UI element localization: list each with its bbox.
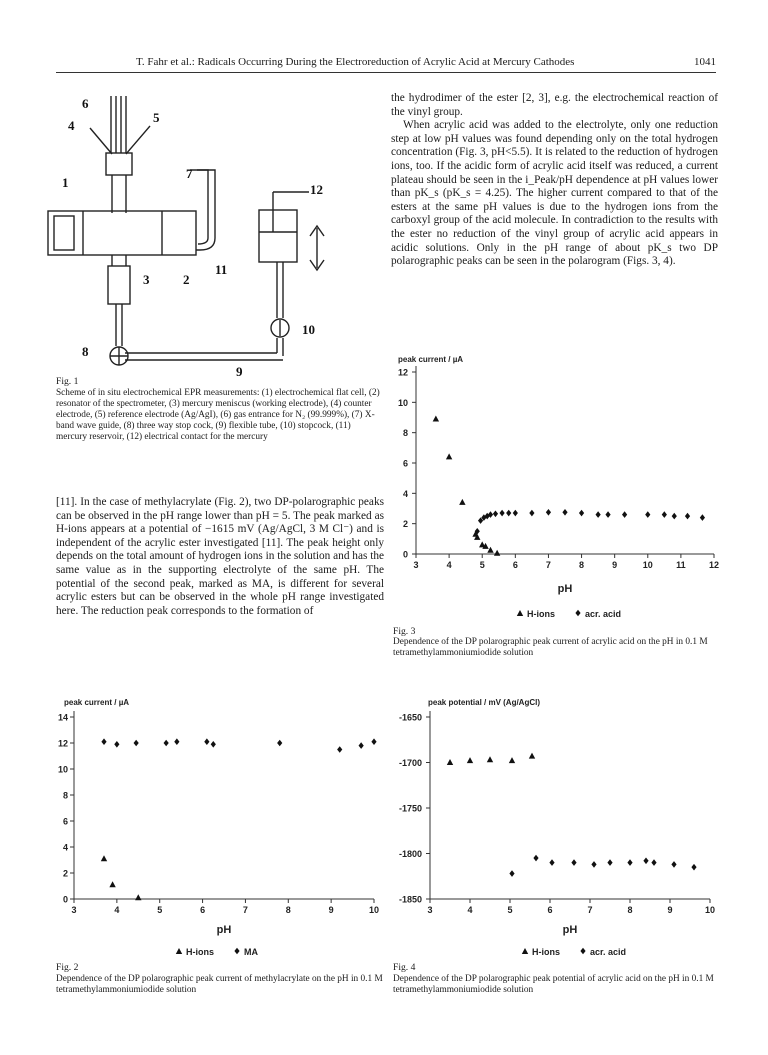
fig3-caption: Dependence of the DP polarographic peak current of acrylic acid on the pH in 0.1 M tetramethylammoniumiodide solution (393, 637, 708, 659)
fig4-caption: Dependence of the DP polarographic peak potential of acrylic acid on the pH in 0.1 M tetramethylammoniumiodide solution (393, 974, 714, 996)
y-tick-label: 6 (62, 816, 68, 827)
legend-marker-triangle (176, 948, 182, 954)
x-tick-label: 11 (676, 560, 686, 570)
data-point-triangle (447, 759, 453, 765)
legend-label: H-ions (532, 947, 560, 957)
data-point-diamond (101, 738, 106, 745)
data-point-diamond (643, 857, 648, 864)
data-point-triangle (109, 881, 115, 887)
data-point-triangle (487, 547, 493, 553)
data-point-diamond (605, 511, 610, 518)
y-tick-label: 14 (57, 712, 68, 723)
legend-marker-diamond (234, 948, 239, 955)
x-tick-label: 6 (200, 905, 206, 915)
data-point-diamond (337, 746, 342, 753)
x-tick-label: 7 (587, 905, 593, 915)
data-point-diamond (671, 861, 676, 868)
data-point-diamond (700, 514, 705, 521)
y-tick-label: -1750 (398, 803, 422, 814)
data-point-triangle (101, 855, 107, 861)
left-column-text (56, 496, 384, 618)
data-point-diamond (359, 742, 364, 749)
fig1-num-9: 9 (236, 364, 243, 378)
data-point-diamond (513, 510, 518, 517)
x-tick-label: 3 (427, 905, 433, 915)
x-axis-title: pH (557, 583, 573, 595)
y-axis-title: peak current / µA (64, 698, 130, 707)
legend (176, 947, 259, 957)
x-tick-label: 4 (446, 560, 452, 570)
y-tick-label: 12 (57, 738, 68, 749)
fig2-plot (58, 698, 379, 957)
data-point-diamond (672, 513, 677, 520)
y-tick-label: 2 (62, 868, 68, 879)
y-tick-label: 0 (402, 549, 408, 560)
data-point-diamond (596, 511, 601, 518)
data-point-triangle (487, 756, 493, 762)
x-tick-label: 4 (114, 905, 120, 915)
x-tick-label: 7 (545, 560, 551, 570)
data-point-diamond (579, 510, 584, 517)
data-point-diamond (691, 864, 696, 871)
data-point-triangle (459, 499, 465, 505)
fig1-num-1: 1 (62, 175, 69, 190)
fig1-num-10: 10 (302, 322, 315, 337)
series-hions (101, 855, 142, 900)
x-tick-label: 6 (512, 560, 518, 570)
y-tick-label: -1800 (398, 849, 422, 859)
data-point-diamond (277, 740, 282, 747)
fig2-label: Fig. 2 (56, 962, 79, 973)
y-tick-label: 8 (402, 428, 408, 439)
legend-label: acr. acid (585, 609, 622, 619)
data-point-diamond (529, 510, 534, 517)
x-axis-title: pH (562, 924, 578, 936)
data-point-diamond (509, 870, 514, 877)
fig1-num-6: 6 (82, 96, 89, 111)
data-point-triangle (529, 753, 535, 759)
y-tick-label: -1850 (398, 894, 422, 905)
series-hions (433, 416, 501, 556)
fig1-num-12: 12 (310, 182, 323, 197)
x-tick-label: 10 (704, 905, 716, 915)
data-point-diamond (114, 741, 119, 748)
page-number: 1041 (694, 56, 716, 68)
x-tick-label: 9 (612, 560, 618, 570)
y-tick-label: -1650 (398, 712, 422, 723)
data-point-diamond (662, 511, 667, 518)
x-tick-label: 7 (242, 905, 248, 915)
x-tick-label: 10 (642, 560, 653, 570)
header-rule (56, 72, 716, 73)
data-point-diamond (506, 510, 511, 517)
data-point-diamond (591, 861, 596, 868)
fig4-chart (378, 693, 724, 963)
fig3-label: Fig. 3 (393, 626, 416, 637)
x-tick-label: 8 (285, 905, 291, 915)
series-acracid (475, 509, 705, 535)
fig1-num-4: 4 (68, 118, 75, 133)
y-tick-label: 4 (62, 842, 68, 853)
right-paragraph-2: When acrylic acid was added to the electrolyte, only one reduction step at low pH values was found depending only on the total hydrogen concentration (Fig. 3, pH<5.5). It is related to the reduction of hydrogen ions, too. If the acidic form of acrylic acid itself was reduced, a current plateau should be seen in the i_Peak/pH dependence at pH values lower than pK_s (pK_s = 4.25). The higher current compared to that of the esters at the same pH values is due to the hydrogen ions from the carboxyl group of the acid molecule. In contradiction to the results with the ester no reduction of the vinyl group of acrylic acid appears in acidic solutions. Only in the pH range of about pK_s two DP polarographic peaks can be seen in the polarogram (Figs. 3, 4). (391, 119, 718, 268)
x-tick-label: 8 (627, 905, 633, 915)
fig1-num-8: 8 (82, 344, 89, 359)
legend (522, 947, 626, 957)
x-tick-label: 8 (579, 560, 585, 570)
x-tick-label: 6 (547, 905, 553, 915)
fig1-num-5: 5 (153, 110, 160, 125)
series-hions (447, 753, 535, 765)
data-point-diamond (204, 738, 209, 745)
fig1-num-2: 2 (183, 272, 190, 287)
data-point-diamond (493, 511, 498, 518)
fig2-chart (44, 693, 384, 963)
data-point-diamond (685, 513, 690, 520)
data-point-diamond (645, 511, 650, 518)
x-tick-label: 9 (328, 905, 334, 915)
y-tick-label: 10 (397, 397, 408, 408)
fig3-chart (378, 354, 724, 626)
x-tick-label: 3 (71, 905, 77, 915)
data-point-diamond (571, 859, 576, 866)
data-point-diamond (371, 738, 376, 745)
y-tick-label: 8 (62, 790, 68, 801)
series-ma (101, 738, 376, 752)
fig1-num-7: 7 (186, 166, 193, 181)
y-tick-label: 2 (402, 519, 408, 530)
y-axis-title: peak potential / mV (Ag/AgCl) (428, 698, 541, 707)
y-axis-title: peak current / µA (398, 355, 464, 364)
data-point-diamond (174, 738, 179, 745)
fig1-schematic (40, 88, 360, 378)
fig2-caption: Dependence of the DP polarographic peak current of methylacrylate on the pH in 0.1 M tetramethylammoniumiodide solution (56, 974, 383, 996)
data-point-diamond (164, 740, 169, 747)
data-point-triangle (509, 757, 515, 763)
fig3-plot (398, 355, 719, 619)
legend-label: acr. acid (590, 947, 627, 957)
data-point-diamond (562, 509, 567, 516)
x-axis-title: pH (216, 924, 232, 936)
legend-marker-diamond (580, 948, 585, 955)
x-tick-label: 5 (507, 905, 513, 915)
data-point-triangle (135, 894, 141, 900)
data-point-diamond (499, 510, 504, 517)
y-tick-label: 12 (397, 367, 408, 378)
right-paragraph-1: the hydrodimer of the ester [2, 3], e.g. the electrochemical reaction of the vinyl group. (391, 92, 718, 118)
data-point-diamond (533, 855, 538, 862)
legend-label: H-ions (527, 609, 555, 619)
running-header (56, 56, 716, 72)
x-tick-label: 10 (368, 905, 380, 915)
legend-label: H-ions (186, 947, 214, 957)
x-tick-label: 9 (667, 905, 673, 915)
legend (517, 609, 621, 619)
x-tick-label: 12 (708, 560, 720, 570)
data-point-diamond (607, 859, 612, 866)
x-tick-label: 3 (413, 560, 419, 570)
fig1-label: Fig. 1 (56, 376, 79, 387)
y-tick-label: 4 (402, 488, 408, 499)
legend-marker-triangle (517, 610, 523, 616)
data-point-diamond (546, 509, 551, 516)
left-paragraph: [11]. In the case of methylacrylate (Fig. 2), two DP-polarographic peaks can be observed in the pH range lower than pH = 5. The peak marked as H-ions appears at a potential of −1615 mV (Ag/AgCl, 3 M Cl⁻) and is independent of the acrylic ester investigated [11]. The peak height only depends on the total amount of hydrogen ions in the solution and has the same value as in the supporting electrolyte of the same pH. The potential of the second peak, marked as MA, is different for several acrylic esters but can be observed in the whole pH range investigated here. The reduction peak corresponds to the formation of (56, 496, 384, 617)
series-acracid (509, 855, 696, 877)
x-tick-label: 5 (479, 560, 485, 570)
fig4-plot (399, 698, 715, 957)
data-point-triangle (433, 416, 439, 422)
x-tick-label: 5 (157, 905, 163, 915)
data-point-triangle (494, 550, 500, 556)
y-tick-label: 0 (62, 894, 68, 905)
y-tick-label: 6 (402, 458, 408, 469)
data-point-triangle (467, 757, 473, 763)
running-title: T. Fahr et al.: Radicals Occurring During the Electroreduction of Acrylic Acid at Mercury Cathodes (136, 56, 575, 68)
fig1-num-3: 3 (143, 272, 150, 287)
fig1-caption: Scheme of in situ electrochemical EPR measurements: (1) electrochemical flat cell, (2) resonator of the spectrometer, (3) mercury meniscus (working electrode), (4) counter electrode, (5) reference electrode (Ag/AgI), (6) gas entrance for N₂ (99.999%), (7) X-band wave guide, (8) three way stop cock, (9) flexible tube, (10) stopcock, (11) mercury reservoir, (12) electrical contact for the mercury (56, 388, 380, 443)
data-point-diamond (627, 859, 632, 866)
y-tick-label: 10 (57, 764, 68, 775)
data-point-diamond (622, 511, 627, 518)
right-column-text (391, 92, 718, 269)
legend-marker-triangle (522, 948, 528, 954)
legend-marker-diamond (575, 610, 580, 617)
data-point-diamond (134, 740, 139, 747)
data-point-diamond (211, 741, 216, 748)
x-tick-label: 4 (467, 905, 473, 915)
data-point-triangle (446, 453, 452, 459)
y-tick-label: -1700 (398, 758, 422, 768)
fig1-num-11: 11 (215, 262, 228, 277)
data-point-diamond (549, 859, 554, 866)
data-point-diamond (651, 859, 656, 866)
fig4-label: Fig. 4 (393, 962, 416, 973)
legend-label: MA (244, 947, 258, 957)
